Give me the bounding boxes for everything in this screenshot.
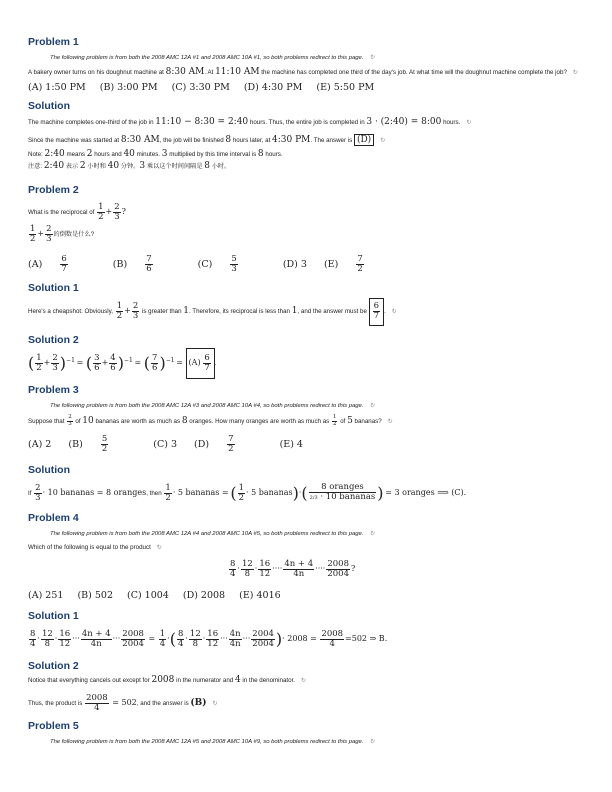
problem-1-note: The following problem is from both the 2008 AMC 12A #1 and 2008 AMC 10A #1, so both problems redirect to this page. ↻ [50, 55, 375, 61]
problem-4-solution-2-line-1: Notice that everything cancels out except for 2008 in the numerator and 4 in the denominator. ↻ [28, 675, 307, 685]
edit-icon[interactable]: ↻ [369, 55, 375, 61]
edit-icon[interactable]: ↻ [156, 545, 162, 551]
problem-3-heading: Problem 3 [28, 384, 79, 396]
edit-icon[interactable]: ↻ [369, 403, 375, 409]
problem-4-note: The following problem is from both the 2008 AMC 12A #4 and 2008 AMC 10A #5, so both problems redirect to this page. ↻ [50, 531, 375, 537]
problem-3-note: The following problem is from both the 2008 AMC 12A #3 and 2008 AMC 10A #4, so both problems redirect to this page. ↻ [50, 403, 375, 409]
edit-icon[interactable]: ↻ [212, 701, 218, 707]
edit-icon[interactable]: ↻ [301, 678, 307, 684]
edit-icon[interactable]: ↻ [572, 70, 578, 76]
problem-1-question: A bakery owner turns on his doughnut machine at 8:30 AM. At 11:10 AM the machine has completed one third of the day's job. At what time will the doughnut machine complete the job? ↻ [28, 67, 578, 77]
problem-3-solution-heading: Solution [28, 464, 70, 476]
problem-3-solution-equation: If $\frac{2}{3}$ · 10 bananas = 8 oranges, then $\frac{1}{2}$ · 5 bananas = ( $\frac{1}{2}$ · 5 bananas)·( $\frac{\text{8 oranges}}{\text{2/3 · 10 bananas}}$ ) = 3 oranges ⟹ (C). [28, 482, 467, 503]
problem-4-product: $\frac{8}{4}$ · $\frac{12}{8}$ · $\frac{16}{12}$ ···· $\frac{4n + 4}{4n}$ ···· $\frac{2008}{2004}$ ? [230, 558, 356, 579]
edit-icon[interactable]: ↻ [369, 531, 375, 537]
edit-icon[interactable]: ↻ [466, 120, 472, 126]
problem-5-note: The following problem is from both the 2008 AMC 12A #5 and 2008 AMC 10A #9, so both problems redirect to this page. ↻ [50, 739, 375, 745]
problem-4-solution-1-equation: $\frac{8}{4}$ · $\frac{12}{8}$ · $\frac{16}{12}$ ··· $\frac{4n + 4}{4n}$ ··· $\frac{2008}{2004}$ = $\frac{1}{4}$ ·( $\frac{8}{4}$ · $\frac{12}{8}$ · $\frac{16}{12}$ ··· $\frac{4n}{4n}$ ··· $\frac{2004}{2004}$ )· 2008 = $\frac{2008}{4}$ =502 ⇒ B. [30, 628, 388, 649]
problem-2-question: What is the reciprocal of $\frac{1}{2}$ + $\frac{2}{3}$ ? [28, 201, 126, 222]
problem-1-solution-heading: Solution [28, 100, 70, 112]
edit-icon[interactable]: ↻ [391, 309, 397, 315]
problem-2-question-chinese: $\frac{1}{2}$ + $\frac{2}{3}$ 的倒数是什么? [30, 223, 95, 244]
problem-2-choices: (A) $\frac{6}{7}$ (B) $\frac{7}{6}$ (C) $\frac{5}{3}$ (D) 3 (E) $\frac{7}{2}$ [28, 254, 363, 274]
problem-2-heading: Problem 2 [28, 184, 79, 196]
problem-2-solution-1-heading: Solution 1 [28, 282, 79, 294]
problem-1-note-line: Note: 2:40 means 2 hours and 40 minutes. 3 multiplied by this time interval is 8 hours. [28, 149, 283, 159]
problem-2-solution-2-equation: ( $\frac{1}{2}$ + $\frac{2}{3}$ )$^{-1}$ = ( $\frac{3}{6}$ + $\frac{4}{6}$ )$^{-1}$ = ( $\frac{7}{6}$ )$^{-1}$ = (A) $\frac{6}{7}$ . [28, 348, 216, 379]
problem-4-question: Which of the following is equal to the product ↻ [28, 544, 162, 551]
problem-1-choices: (A) 1:50 PM (B) 3:00 PM (C) 3:30 PM (D) 4:30 PM (E) 5:50 PM [28, 82, 375, 93]
problem-4-choices: (A) 251 (B) 502 (C) 1004 (D) 2008 (E) 4016 [28, 590, 281, 601]
problem-4-heading: Problem 4 [28, 512, 79, 524]
problem-1-heading: Problem 1 [28, 36, 79, 48]
problem-1-solution-line-2: Since the machine was started at 8:30 AM, the job will be finished 8 hours later, at 4:30 PM. The answer is (D) ↻ [28, 135, 386, 145]
problem-4-solution-1-heading: Solution 1 [28, 610, 79, 622]
problem-4-solution-2-line-2: Thus, the product is $\frac{2008}{4}$ = 502, and the answer is (B) ↻ [28, 692, 218, 713]
edit-icon[interactable]: ↻ [369, 739, 375, 745]
edit-icon[interactable]: ↻ [380, 138, 386, 144]
problem-1-note-chinese: 注意: 2:40 表示 2 小时和 40 分钟。3 乘以这个时间间隔是 8 小时。 [28, 161, 231, 171]
problem-3-choices: (A) 2 (B) $\frac{5}{2}$ (C) 3 (D) $\frac{7}{2}$ (E) 4 [28, 434, 303, 454]
problem-4-solution-2-heading: Solution 2 [28, 660, 79, 672]
problem-5-heading: Problem 5 [28, 720, 79, 732]
problem-2-solution-2-heading: Solution 2 [28, 334, 79, 346]
problem-2-solution-1-text: Here's a cheapshot: Obviously, $\frac{1}{2}$ + $\frac{2}{3}$ is greater than 1. Therefore, its reciprocal is less than 1, and the answer must be $\frac{6}{7}$ . ↻ [28, 298, 397, 326]
problem-1-solution-line-1: The machine completes one-third of the job in 11:10 − 8:30 = 2:40 hours. Thus, the entire job is completed in 3 · (2:40) = 8:00 hours. ↻ [28, 117, 472, 127]
problem-3-question: Suppose that $\frac{2}{3}$ of 10 bananas are worth as much as 8 oranges. How many oranges are worth as much as $\frac{1}{2}$ of 5 bananas? ↻ [28, 414, 393, 427]
edit-icon[interactable]: ↻ [387, 419, 393, 425]
